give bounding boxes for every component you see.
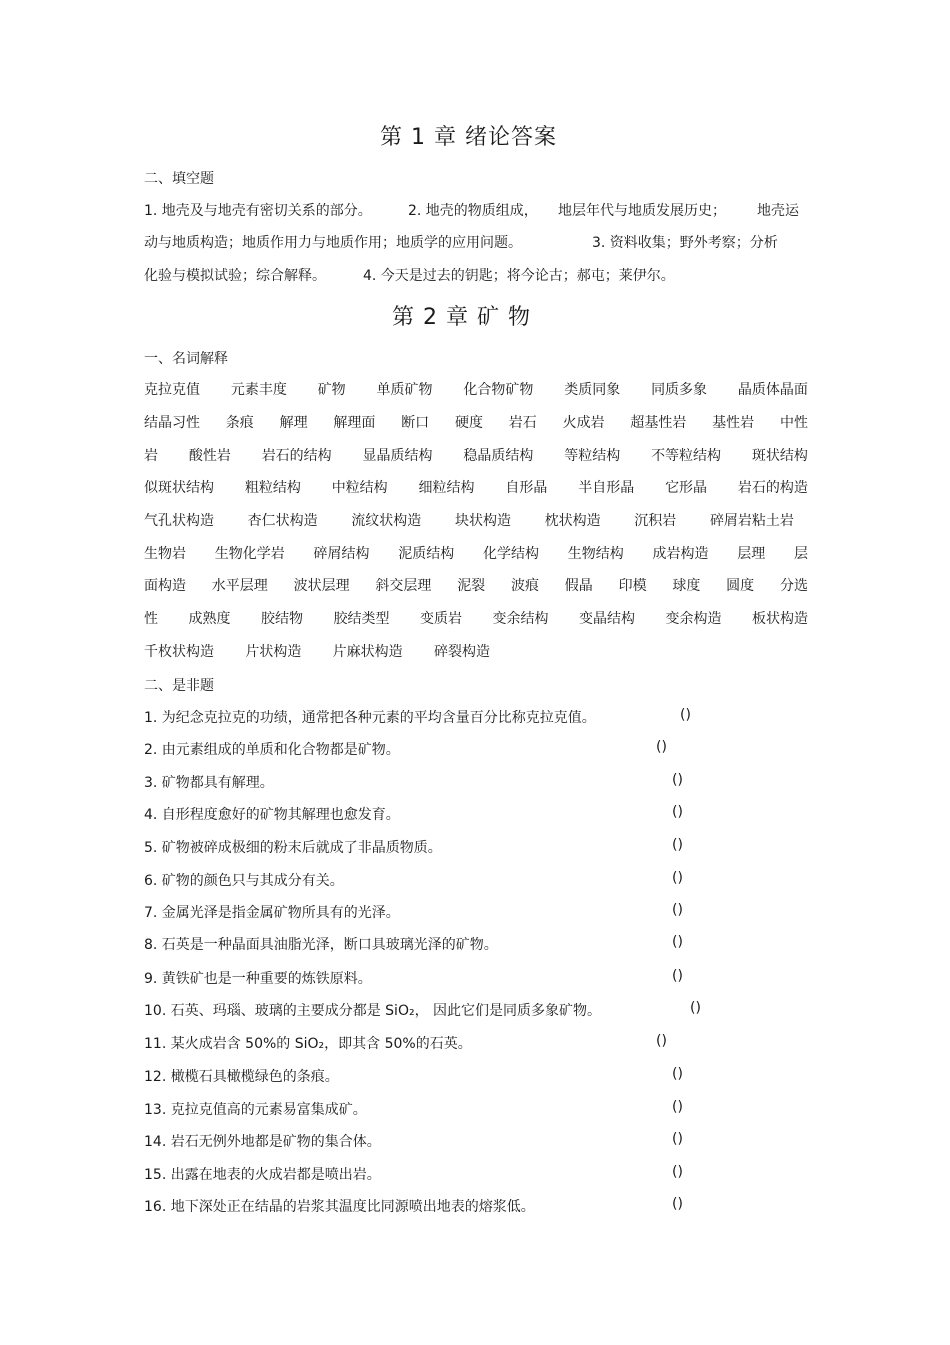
term: 气孔状构造 xyxy=(144,513,214,529)
term: 块状构造 xyxy=(454,513,511,529)
terms-section-heading: 一、名词解释 xyxy=(144,351,228,367)
fill-answer-2b: 地层年代与地质发展历史； xyxy=(558,203,726,219)
term: 千枚状构造 xyxy=(144,644,214,660)
tf-question: 2. 由元素组成的单质和化合物都是矿物。 xyxy=(144,742,400,758)
term: 波状层理 xyxy=(293,578,350,594)
term: 半自形晶 xyxy=(578,480,635,496)
term: 岩石的构造 xyxy=(737,480,808,496)
term: 解理面 xyxy=(333,415,376,431)
term: 结晶习性 xyxy=(144,415,200,431)
term: 杏仁状构造 xyxy=(247,513,318,529)
answer-parentheses: () xyxy=(672,1099,683,1115)
term: 性 xyxy=(144,611,158,627)
tf-question: 3. 矿物都具有解理。 xyxy=(144,775,274,791)
tf-question: 6. 矿物的颜色只与其成分有关。 xyxy=(144,873,344,889)
term: 成岩构造 xyxy=(652,546,709,562)
term: 硬度 xyxy=(454,415,483,431)
term: 胶结类型 xyxy=(333,611,390,627)
term: 克拉克值 xyxy=(144,382,200,398)
term: 基性岩 xyxy=(712,415,755,431)
term: 斑状结构 xyxy=(751,448,808,464)
term: 细粒结构 xyxy=(418,480,475,496)
term: 岩 xyxy=(144,448,158,464)
chapter1-title: 第 1 章 绪论答案 xyxy=(380,125,557,150)
term-row xyxy=(144,641,490,661)
term: 成熟度 xyxy=(188,611,231,627)
term: 片麻状构造 xyxy=(332,644,403,660)
term-row xyxy=(144,608,808,628)
term: 层 xyxy=(794,546,808,562)
answer-parentheses: () xyxy=(672,804,683,820)
term: 沉积岩 xyxy=(634,513,677,529)
tf-question: 1. 为纪念克拉克的功绩，通常把各种元素的平均含量百分比称克拉克值。 xyxy=(144,710,596,726)
tf-question: 15. 出露在地表的火成岩都是喷出岩。 xyxy=(144,1167,381,1183)
term-row xyxy=(144,510,794,530)
term: 层理 xyxy=(737,546,766,562)
tf-question: 13. 克拉克值高的元素易富集成矿。 xyxy=(144,1102,367,1118)
term: 水平层理 xyxy=(211,578,268,594)
term: 岩石 xyxy=(508,415,537,431)
term: 显晶质结构 xyxy=(362,448,433,464)
term: 超基性岩 xyxy=(630,415,687,431)
term: 单质矿物 xyxy=(376,382,433,398)
term: 圆度 xyxy=(726,578,755,594)
term-row xyxy=(144,379,808,399)
term: 分选 xyxy=(779,578,808,594)
term: 碎屑岩粘土岩 xyxy=(709,513,794,529)
term-row xyxy=(144,412,808,432)
term-row xyxy=(144,575,808,595)
term: 碎裂构造 xyxy=(433,644,490,660)
term: 印模 xyxy=(618,578,647,594)
term: 波痕 xyxy=(510,578,539,594)
term: 条痕 xyxy=(225,415,254,431)
term: 胶结物 xyxy=(261,611,303,627)
term: 自形晶 xyxy=(505,480,548,496)
answer-parentheses: () xyxy=(672,772,683,788)
term: 泥质结构 xyxy=(398,546,455,562)
term-row xyxy=(144,543,808,563)
term: 似斑状结构 xyxy=(144,480,214,496)
answer-parentheses: () xyxy=(672,870,683,886)
term: 泥裂 xyxy=(457,578,486,594)
term: 变晶结构 xyxy=(579,611,635,627)
tf-question: 14. 岩石无例外地都是矿物的集合体。 xyxy=(144,1134,381,1150)
answer-parentheses: () xyxy=(672,968,683,984)
chapter2-title: 第 2 章 矿 物 xyxy=(392,305,531,330)
fill-answer-3: 3. 资料收集；野外考察；分析 xyxy=(592,235,778,251)
answer-parentheses: () xyxy=(690,1000,701,1016)
term: 化合物矿物 xyxy=(463,382,534,398)
term: 假晶 xyxy=(564,578,593,594)
term: 变余结构 xyxy=(492,611,549,627)
term: 同质多象 xyxy=(651,382,708,398)
term: 枕状构造 xyxy=(544,513,601,529)
term: 面构造 xyxy=(144,578,186,594)
term: 火成岩 xyxy=(562,415,605,431)
term: 它形晶 xyxy=(665,480,708,496)
tf-question: 4. 自形程度愈好的矿物其解理也愈发育。 xyxy=(144,807,400,823)
term: 板状构造 xyxy=(752,611,808,627)
term: 矿物 xyxy=(317,382,346,398)
term: 晶质体晶面 xyxy=(737,382,808,398)
term: 变质岩 xyxy=(420,611,462,627)
term: 生物化学岩 xyxy=(214,546,285,562)
term: 解理 xyxy=(279,415,308,431)
term: 生物结构 xyxy=(567,546,624,562)
tf-question: 16. 地下深处正在结晶的岩浆其温度比同源喷出地表的熔浆低。 xyxy=(144,1199,535,1215)
term: 岩石的结构 xyxy=(261,448,332,464)
answer-parentheses: () xyxy=(672,1196,683,1212)
tf-section-heading: 二、是非题 xyxy=(144,678,214,694)
tf-question: 9. 黄铁矿也是一种重要的炼铁原料。 xyxy=(144,971,372,987)
answer-parentheses: () xyxy=(656,739,667,755)
tf-question: 8. 石英是一种晶面具油脂光泽，断口具玻璃光泽的矿物。 xyxy=(144,937,498,953)
term: 等粒结构 xyxy=(564,448,621,464)
term: 中性 xyxy=(779,415,808,431)
term: 球度 xyxy=(672,578,701,594)
answer-parentheses: () xyxy=(656,1033,667,1049)
answer-parentheses: () xyxy=(672,1131,683,1147)
tf-question: 7. 金属光泽是指金属矿物所具有的光泽。 xyxy=(144,905,400,921)
answer-parentheses: () xyxy=(672,934,683,950)
term: 斜交层理 xyxy=(375,578,432,594)
fill-answer-4: 4. 今天是过去的钥匙；将今论古；郝屯；莱伊尔。 xyxy=(363,268,675,284)
answer-parentheses: () xyxy=(672,1066,683,1082)
answer-parentheses: () xyxy=(672,902,683,918)
term: 类质同象 xyxy=(564,382,621,398)
fill-section-heading: 二、填空题 xyxy=(144,171,214,187)
term: 中粒结构 xyxy=(331,480,388,496)
tf-question: 11. 某火成岩含 50%的 SiO₂，即其含 50%的石英。 xyxy=(144,1036,472,1052)
term: 酸性岩 xyxy=(188,448,231,464)
term: 粗粒结构 xyxy=(244,480,301,496)
answer-parentheses: () xyxy=(680,707,691,723)
term: 元素丰度 xyxy=(230,382,287,398)
term-row xyxy=(144,445,808,465)
answer-parentheses: () xyxy=(672,837,683,853)
term-row xyxy=(144,477,808,497)
tf-question: 10. 石英、玛瑙、玻璃的主要成分都是 SiO₂， 因此它们是同质多象矿物。 xyxy=(144,1003,602,1019)
term: 生物岩 xyxy=(144,546,186,562)
term: 碎屑结构 xyxy=(313,546,370,562)
term: 变余构造 xyxy=(665,611,722,627)
term: 断口 xyxy=(401,415,430,431)
tf-question: 12. 橄榄石具橄榄绿色的条痕。 xyxy=(144,1069,339,1085)
term: 化学结构 xyxy=(483,546,539,562)
term: 稳晶质结构 xyxy=(463,448,534,464)
term: 片状构造 xyxy=(245,644,302,660)
fill-answer-line3: 化验与模拟试验；综合解释。 xyxy=(144,268,326,284)
tf-question: 5. 矿物被碎成极细的粉末后就成了非晶质物质。 xyxy=(144,840,442,856)
fill-answer-1: 1. 地壳及与地壳有密切关系的部分。 xyxy=(144,203,372,219)
term: 不等粒结构 xyxy=(651,448,722,464)
fill-answer-line2: 动与地质构造；地质作用力与地质作用；地质学的应用问题。 xyxy=(144,235,522,251)
term: 流纹状构造 xyxy=(351,513,422,529)
answer-parentheses: () xyxy=(672,1164,683,1180)
fill-answer-2c: 地壳运 xyxy=(757,203,799,219)
fill-answer-2: 2. 地壳的物质组成， xyxy=(408,203,538,219)
